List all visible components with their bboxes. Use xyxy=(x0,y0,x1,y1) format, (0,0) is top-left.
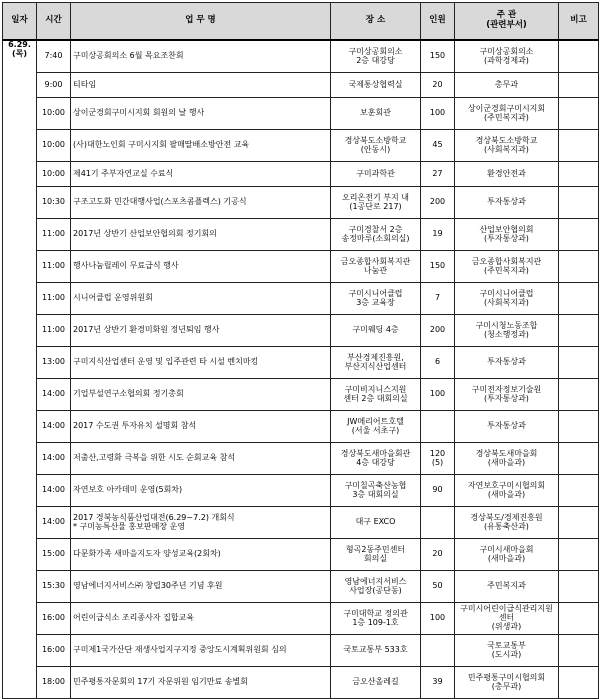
note-cell xyxy=(559,571,599,603)
table-row xyxy=(3,130,599,162)
org-cell xyxy=(455,475,559,507)
place-cell-line: 보훈회관 xyxy=(360,108,391,118)
time-cell: 16:00 xyxy=(37,603,71,635)
org-cell-line: 산업보안협의회 xyxy=(479,224,534,234)
place-cell-line: 구미경찰서 2층 xyxy=(348,224,403,234)
date-cell xyxy=(3,40,37,699)
note-cell xyxy=(559,251,599,283)
org-cell-line: (청소행정과) xyxy=(484,329,529,339)
org-cell-line: (새마을과) xyxy=(487,489,526,499)
place-cell xyxy=(331,635,421,667)
people-cell-line: 150 xyxy=(429,261,446,271)
people-cell xyxy=(421,187,455,219)
place-cell-line: 4층 대강당 xyxy=(356,457,395,467)
org-cell-line: 주민복지과 xyxy=(487,581,526,591)
task-cell: 제41기 주부자연교실 수료식 xyxy=(71,162,331,187)
task-cell: 구미상공회의소 6월 목요조찬회 xyxy=(71,40,331,73)
time-cell: 15:30 xyxy=(37,571,71,603)
org-cell-line: 구미상공회의소 xyxy=(479,46,534,56)
place-cell xyxy=(331,40,421,73)
people-cell-line: 50 xyxy=(432,581,443,591)
place-cell-line: 나눔관 xyxy=(363,265,388,275)
date-line2: (목) xyxy=(11,48,28,58)
org-cell-line: (투자통상과) xyxy=(484,393,529,403)
org-cell-line: (주민복지과) xyxy=(484,112,529,122)
header-row xyxy=(3,3,599,41)
table-row xyxy=(3,219,599,251)
place-cell xyxy=(331,443,421,475)
note-cell xyxy=(559,667,599,699)
org-cell-line: 민주평통구미시협의회 xyxy=(467,672,546,682)
org-cell-line: 자연보호구미시협의회 xyxy=(467,480,546,490)
task-cell: 2017 수도권 투자유치 설명회 참석 xyxy=(71,411,331,443)
table-row xyxy=(3,98,599,130)
place-cell-line: 국제통상협력실 xyxy=(348,79,403,89)
note-cell xyxy=(559,379,599,411)
people-cell-line: (5) xyxy=(431,457,444,467)
place-cell-line: 2층 대강당 xyxy=(356,55,395,65)
people-cell xyxy=(421,40,455,73)
task-cell: (사)대한노인회 구미시지회 팔매딸배소방안전 교육 xyxy=(71,130,331,162)
table-row xyxy=(3,251,599,283)
place-cell xyxy=(331,315,421,347)
org-cell xyxy=(455,635,559,667)
org-cell-line: 경상북도소방학교 xyxy=(475,135,538,145)
org-cell xyxy=(455,315,559,347)
org-cell-line: 총무과 xyxy=(494,79,519,89)
time-cell: 15:00 xyxy=(37,539,71,571)
task-cell: 구조고도화 민간대행사업(스포츠콤플렉스) 기공식 xyxy=(71,187,331,219)
task-cell: 다문화가족 새마을지도자 양성교육(2회차) xyxy=(71,539,331,571)
task-cell: 영남에너지서비스㈜ 창립30주년 기념 후원 xyxy=(71,571,331,603)
people-cell xyxy=(421,635,455,667)
header-note: 비고 xyxy=(559,3,599,41)
place-cell-line: 형곡2동주민센터 xyxy=(345,544,406,554)
org-cell xyxy=(455,347,559,379)
table-row xyxy=(3,539,599,571)
note-cell xyxy=(559,162,599,187)
place-cell-line: 부산경제진흥원, xyxy=(347,352,404,362)
note-cell xyxy=(559,635,599,667)
note-cell xyxy=(559,411,599,443)
people-cell xyxy=(421,475,455,507)
time-cell: 13:00 xyxy=(37,347,71,379)
place-cell-line: 구미칠곡축산농협 xyxy=(344,480,407,490)
note-cell xyxy=(559,539,599,571)
task-cell-line: * 구미농특산물 홍보판매장 운영 xyxy=(73,521,186,531)
header-org-line1: 주 관 xyxy=(496,10,517,21)
org-cell-line: (투자통상과) xyxy=(484,233,529,243)
people-cell xyxy=(421,283,455,315)
people-cell-line: 150 xyxy=(429,51,446,61)
table-row xyxy=(3,347,599,379)
org-cell-line: (도시과) xyxy=(491,649,522,659)
task-cell: 어린이급식소 조리종사자 집합교육 xyxy=(71,603,331,635)
org-cell xyxy=(455,411,559,443)
table-row xyxy=(3,635,599,667)
table-row xyxy=(3,443,599,475)
place-cell xyxy=(331,603,421,635)
table-row xyxy=(3,571,599,603)
header-people: 인원 xyxy=(421,3,455,41)
org-cell-line: 상이군경회구미시지회 xyxy=(467,103,546,113)
place-cell-line: 구미비지니스지원 xyxy=(344,384,407,394)
people-cell-line: 7 xyxy=(434,293,441,303)
place-cell-line: 대구 EXCO xyxy=(355,517,396,527)
place-cell xyxy=(331,283,421,315)
place-cell-line: 1층 109-1호 xyxy=(352,617,399,627)
place-cell-line: (서울 서초구) xyxy=(351,425,400,435)
people-cell-line: 200 xyxy=(429,197,446,207)
place-cell-line: 오리온전기 부지 내 xyxy=(342,192,409,202)
table-row xyxy=(3,667,599,699)
place-cell xyxy=(331,571,421,603)
org-cell xyxy=(455,40,559,73)
people-cell-line: 19 xyxy=(432,229,443,239)
place-cell xyxy=(331,73,421,98)
note-cell xyxy=(559,73,599,98)
org-cell-line: (사회복지과) xyxy=(484,144,529,154)
task-cell: 구미지식산업센터 운영 및 입주관련 타 시설 벤치마킹 xyxy=(71,347,331,379)
note-cell xyxy=(559,507,599,539)
task-cell xyxy=(71,507,331,539)
time-cell: 16:00 xyxy=(37,635,71,667)
org-cell xyxy=(455,539,559,571)
people-cell xyxy=(421,347,455,379)
place-cell xyxy=(331,475,421,507)
people-cell-line: 100 xyxy=(429,613,446,623)
task-cell: 자연보호 아카데미 운영(5회차) xyxy=(71,475,331,507)
place-cell xyxy=(331,379,421,411)
place-cell-line: 경상북도소방학교 xyxy=(344,135,407,145)
people-cell xyxy=(421,162,455,187)
people-cell xyxy=(421,315,455,347)
people-cell xyxy=(421,507,455,539)
time-cell: 10:00 xyxy=(37,162,71,187)
table-row xyxy=(3,411,599,443)
place-cell-line: 영남에너지서비스 xyxy=(344,576,407,586)
header-org xyxy=(455,3,559,41)
people-cell xyxy=(421,379,455,411)
note-cell xyxy=(559,475,599,507)
people-cell-line: 100 xyxy=(429,389,446,399)
org-cell-line: 경상북도새마을회 xyxy=(475,448,538,458)
people-cell xyxy=(421,443,455,475)
note-cell xyxy=(559,98,599,130)
org-cell-line: (사회복지과) xyxy=(484,297,529,307)
org-cell-line: (새마을과) xyxy=(487,457,526,467)
task-cell: 저출산,고령화 극복을 위한 시도 순회교육 참석 xyxy=(71,443,331,475)
task-cell: 티타임 xyxy=(71,73,331,98)
header-time: 시간 xyxy=(37,3,71,41)
org-cell xyxy=(455,283,559,315)
org-cell-line: (과학경제과) xyxy=(484,55,529,65)
place-cell-line: JW메리어트호텔 xyxy=(347,416,404,426)
people-cell xyxy=(421,571,455,603)
note-cell xyxy=(559,283,599,315)
org-cell-line: (유통축산과) xyxy=(484,521,529,531)
people-cell-line: 120 xyxy=(429,448,446,458)
org-cell-line: (주민복지과) xyxy=(484,265,529,275)
org-cell xyxy=(455,162,559,187)
note-cell xyxy=(559,40,599,73)
task-cell: 2017년 상반기 환경미화원 정년퇴임 행사 xyxy=(71,315,331,347)
time-cell: 11:00 xyxy=(37,251,71,283)
place-cell-line: 구미상공회의소 xyxy=(348,46,403,56)
place-cell xyxy=(331,539,421,571)
people-cell-line: 200 xyxy=(429,325,446,335)
place-cell-line: 금오종합사회복지관 xyxy=(340,256,411,266)
org-cell xyxy=(455,219,559,251)
place-cell xyxy=(331,667,421,699)
note-cell xyxy=(559,187,599,219)
people-cell-line: 6 xyxy=(434,357,441,367)
people-cell-line: 45 xyxy=(432,140,443,150)
org-cell xyxy=(455,603,559,635)
place-cell-line: 센터 2층 대회의실 xyxy=(343,393,408,403)
org-cell xyxy=(455,667,559,699)
org-cell-line: 국토교통부 xyxy=(487,640,526,650)
task-cell: 시니어클럽 운영위원회 xyxy=(71,283,331,315)
time-cell: 11:00 xyxy=(37,283,71,315)
place-cell xyxy=(331,98,421,130)
people-cell xyxy=(421,667,455,699)
org-cell-line: (위생과) xyxy=(491,621,522,631)
schedule-body xyxy=(3,40,599,699)
note-cell xyxy=(559,315,599,347)
place-cell-line: (안동시) xyxy=(360,144,391,154)
place-cell-line: 경상북도새마을회관 xyxy=(340,448,411,458)
task-cell: 기업부설연구소협의회 정기총회 xyxy=(71,379,331,411)
place-cell-line: (1공단로 217) xyxy=(349,201,402,211)
time-cell: 7:40 xyxy=(37,40,71,73)
note-cell xyxy=(559,603,599,635)
org-cell-line: (새마을과) xyxy=(487,553,526,563)
people-cell xyxy=(421,130,455,162)
note-cell xyxy=(559,347,599,379)
org-cell-line: 투자통상과 xyxy=(487,197,526,207)
org-cell-line: (총무과) xyxy=(491,681,522,691)
people-cell xyxy=(421,539,455,571)
note-cell xyxy=(559,130,599,162)
place-cell xyxy=(331,187,421,219)
place-cell-line: 사업장(공단동) xyxy=(349,585,402,595)
org-cell xyxy=(455,571,559,603)
header-org-line2: (관련부서) xyxy=(486,20,527,30)
place-cell xyxy=(331,507,421,539)
place-cell-line: 구미과학관 xyxy=(356,168,395,178)
time-cell: 11:00 xyxy=(37,315,71,347)
org-cell-line: 구미시청노동조합 xyxy=(475,320,538,330)
time-cell: 14:00 xyxy=(37,475,71,507)
org-cell xyxy=(455,379,559,411)
org-cell-line: 투자통상과 xyxy=(487,421,526,431)
place-cell-line: 송정마루(소회의실) xyxy=(341,233,410,243)
header-date: 일자 xyxy=(3,3,37,41)
header-place: 장 소 xyxy=(331,3,421,41)
place-cell-line: 부산지식산업센터 xyxy=(344,361,407,371)
time-cell: 14:00 xyxy=(37,507,71,539)
place-cell xyxy=(331,347,421,379)
place-cell-line: 구미시니어클럽 xyxy=(348,288,403,298)
org-cell-line: 투자통상과 xyxy=(487,357,526,367)
note-cell xyxy=(559,443,599,475)
org-cell-line: 구미전자정보기술원 xyxy=(471,384,542,394)
time-cell: 14:00 xyxy=(37,411,71,443)
org-cell xyxy=(455,187,559,219)
org-cell-line: 구미시어린이급식관리지원센터 xyxy=(460,604,553,623)
place-cell xyxy=(331,411,421,443)
people-cell xyxy=(421,98,455,130)
people-cell xyxy=(421,73,455,98)
place-cell-line: 구미대학교 정의관 xyxy=(343,608,408,618)
people-cell xyxy=(421,411,455,443)
people-cell xyxy=(421,219,455,251)
schedule-table xyxy=(2,2,599,699)
org-cell-line: 환경안전과 xyxy=(487,168,526,178)
org-cell xyxy=(455,507,559,539)
people-cell-line: 39 xyxy=(432,677,443,687)
time-cell: 10:00 xyxy=(37,130,71,162)
time-cell: 10:00 xyxy=(37,98,71,130)
time-cell: 10:30 xyxy=(37,187,71,219)
table-row xyxy=(3,475,599,507)
org-cell xyxy=(455,443,559,475)
org-cell xyxy=(455,73,559,98)
task-cell-line: 2017 경북농식품산업대전(6.29~7.2) 개회식 xyxy=(73,512,235,522)
table-row xyxy=(3,283,599,315)
place-cell-line: 금오산올레길 xyxy=(352,677,399,687)
place-cell-line: 구미웨딩 4층 xyxy=(352,325,399,335)
task-cell: 구미제1국가산단 재생사업지구지정 중앙도시계획위원회 심의 xyxy=(71,635,331,667)
people-cell xyxy=(421,251,455,283)
place-cell xyxy=(331,130,421,162)
table-row xyxy=(3,40,599,73)
table-row xyxy=(3,507,599,539)
task-cell: 2017년 상반기 산업보안협의회 정기회의 xyxy=(71,219,331,251)
note-cell xyxy=(559,219,599,251)
time-cell: 14:00 xyxy=(37,443,71,475)
table-row xyxy=(3,315,599,347)
task-cell: 행사나눔릴레이 무료급식 행사 xyxy=(71,251,331,283)
time-cell: 14:00 xyxy=(37,379,71,411)
people-cell-line: 20 xyxy=(432,549,443,559)
org-cell-line: 금오종합사회복지관 xyxy=(471,256,542,266)
people-cell-line: 100 xyxy=(429,108,446,118)
task-cell: 민주평통자문회의 17기 자문위원 임기만료 송별회 xyxy=(71,667,331,699)
time-cell: 11:00 xyxy=(37,219,71,251)
place-cell xyxy=(331,251,421,283)
place-cell-line: 국토교통부 533호 xyxy=(343,645,408,655)
time-cell: 18:00 xyxy=(37,667,71,699)
org-cell xyxy=(455,98,559,130)
people-cell xyxy=(421,603,455,635)
place-cell-line: 3층 대회의실 xyxy=(352,489,399,499)
place-cell xyxy=(331,162,421,187)
date-line1: 6.29. xyxy=(8,40,31,49)
header-task: 업 무 명 xyxy=(71,3,331,41)
table-row xyxy=(3,73,599,98)
org-cell-line: 구미시니어클럽 xyxy=(479,288,534,298)
place-cell-line: 회의실 xyxy=(363,553,388,563)
org-cell xyxy=(455,130,559,162)
task-cell: 상이군경회구미시지회 회원의 날 행사 xyxy=(71,98,331,130)
org-cell-line: 구미시새마을회 xyxy=(479,544,534,554)
people-cell-line: 90 xyxy=(432,485,443,495)
table-row xyxy=(3,379,599,411)
people-cell-line: 27 xyxy=(432,168,443,178)
place-cell xyxy=(331,219,421,251)
org-cell xyxy=(455,251,559,283)
table-row xyxy=(3,162,599,187)
table-row xyxy=(3,603,599,635)
people-cell-line: 20 xyxy=(432,79,443,89)
time-cell: 9:00 xyxy=(37,73,71,98)
place-cell-line: 3층 교육장 xyxy=(356,297,395,307)
org-cell-line: 경상북도/경제진흥원 xyxy=(470,512,543,522)
table-row xyxy=(3,187,599,219)
